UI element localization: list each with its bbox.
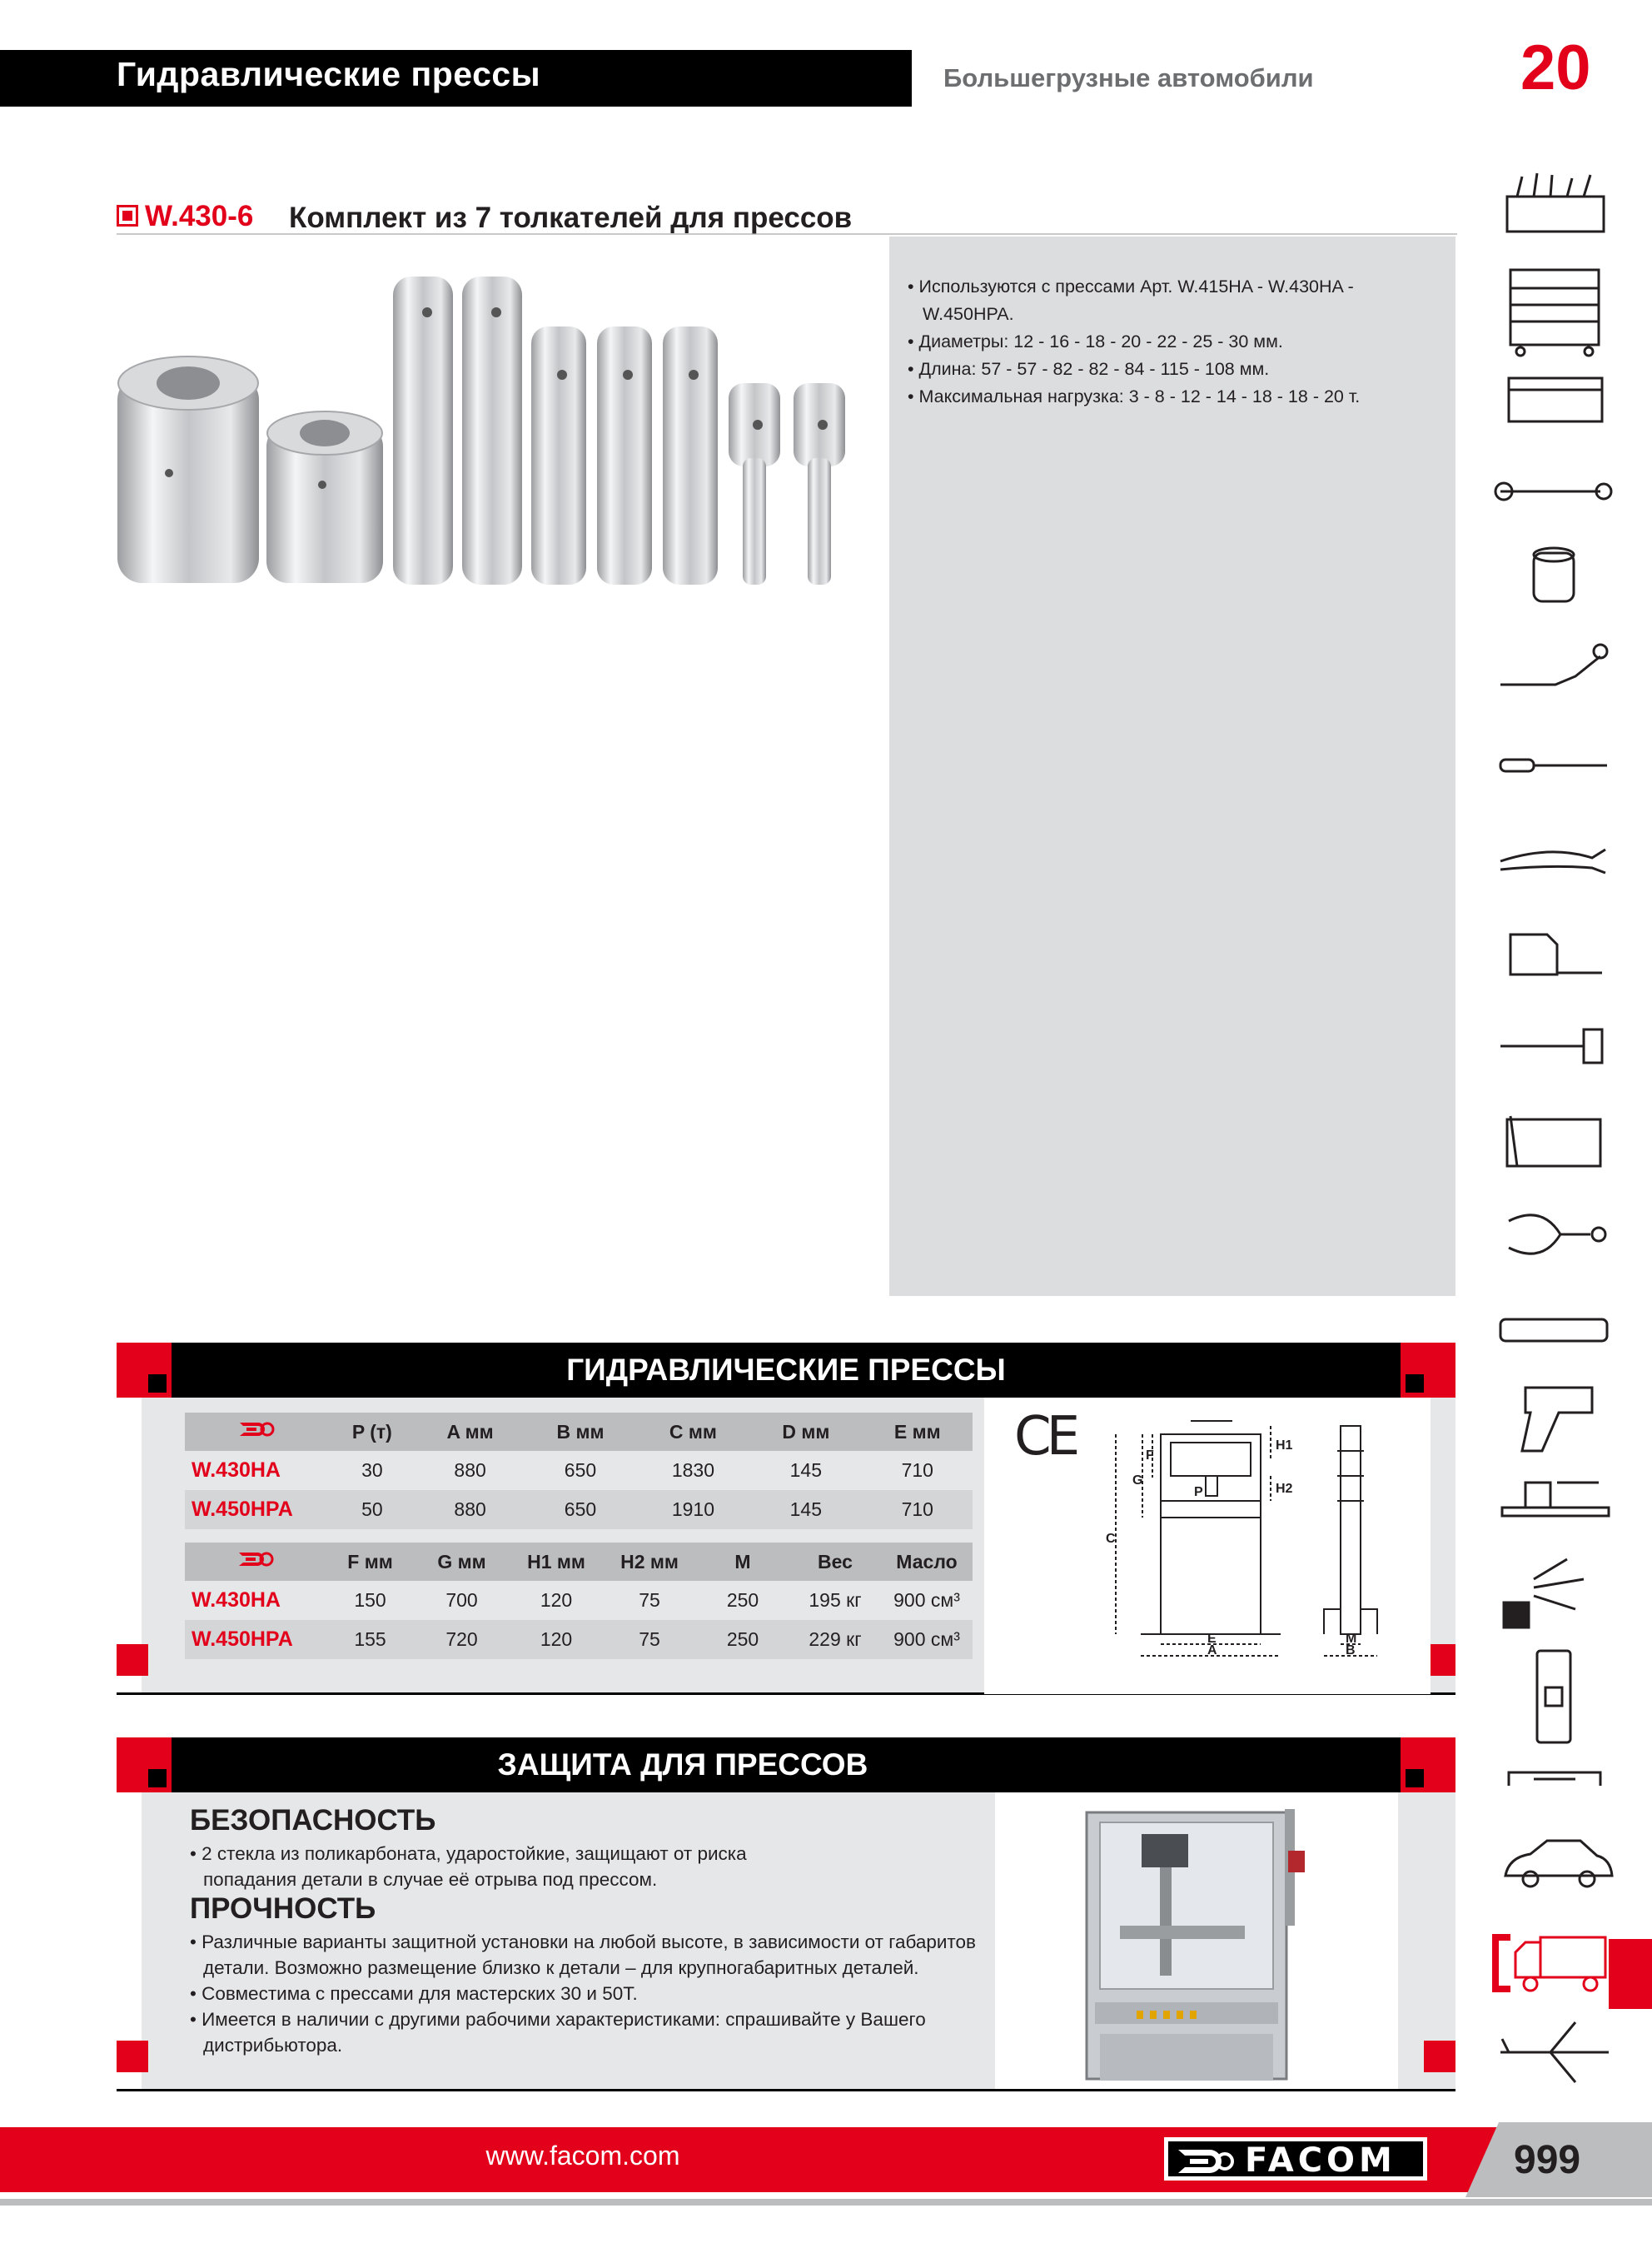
dim-label-h2: H2 (1276, 1482, 1293, 1496)
table-cell: 700 (414, 1581, 510, 1620)
table-cell: 900 см³ (881, 1581, 973, 1620)
impact-wrench-icon[interactable] (1522, 1388, 1592, 1451)
hammer-icon[interactable] (1500, 1029, 1602, 1063)
table-header: C мм (637, 1413, 749, 1451)
pusher-4 (597, 326, 652, 585)
table-header: H2 мм (603, 1543, 696, 1581)
facom-emblem-icon (1177, 2146, 1235, 2176)
pusher-3 (531, 326, 586, 585)
dim-label-h1: H1 (1276, 1438, 1293, 1453)
presses-section (117, 1343, 1455, 1697)
pusher-7 (794, 383, 845, 585)
table-cell: 1830 (637, 1451, 749, 1490)
press-guard-photo (995, 1792, 1398, 2089)
vise-icon[interactable] (1502, 1483, 1609, 1516)
pliers-icon[interactable] (1500, 850, 1605, 873)
safety-line: попадания детали в случае её отрыва под прессом. (203, 1869, 658, 1890)
protection-section (117, 1737, 1455, 2096)
table-cell: 880 (416, 1451, 524, 1490)
handle-icon[interactable] (1509, 1772, 1600, 1786)
protection-title: ЗАЩИТА ДЛЯ ПРЕССОВ (497, 1747, 868, 1782)
page-number: 999 (1514, 2138, 1581, 2182)
table-header: M (696, 1543, 789, 1581)
model-cell: W.450HPA (185, 1490, 328, 1529)
table-header: Вес (789, 1543, 881, 1581)
model-cell: W.430HA (185, 1581, 326, 1620)
press-guard-image (995, 1792, 1398, 2089)
press-dimension-diagram (1091, 1409, 1424, 1689)
pusher-set-image (112, 267, 878, 600)
table-cell: 50 (328, 1490, 416, 1529)
safety-heading: БЕЗОПАСНОСТЬ (190, 1804, 436, 1837)
toolbox-icon[interactable] (1507, 173, 1604, 232)
facom-logo (1164, 2137, 1427, 2181)
presses-title: ГИДРАВЛИЧЕСКИЕ ПРЕССЫ (566, 1353, 1006, 1387)
strength-line: • Имеется в наличии с другими рабочими характеристиками: спрашивайте у Вашего (190, 2009, 926, 2030)
table-header: B мм (524, 1413, 636, 1451)
dim-label-g: G (1132, 1473, 1143, 1488)
hacksaw-icon[interactable] (1507, 1116, 1600, 1166)
table-row (185, 1451, 973, 1490)
corner-red (117, 2041, 148, 2072)
ratchet-icon[interactable] (1500, 645, 1607, 685)
product-heading (117, 200, 1457, 235)
product-name: Комплект из 7 толкателей для прессов (289, 202, 853, 234)
table-cell: 650 (524, 1451, 636, 1490)
active-tab-marker (1609, 1939, 1652, 2009)
table-cell: 720 (414, 1620, 510, 1659)
chapter-number: 20 (1520, 32, 1591, 103)
table-cell: 30 (328, 1451, 416, 1490)
car-icon[interactable] (1505, 1841, 1612, 1887)
corner-red (117, 1644, 148, 1676)
dim-label-f: F (1146, 1448, 1154, 1463)
tool-drawer-icon[interactable] (1509, 378, 1602, 421)
table-cell: 650 (524, 1490, 636, 1529)
model-cell: W.450HPA (185, 1620, 326, 1659)
active-tab-bracket (1492, 1934, 1510, 1992)
facom-brand: FACOM (1245, 2141, 1396, 2180)
socket-icon[interactable] (1534, 548, 1574, 601)
table-header: A мм (416, 1413, 524, 1451)
corner-red (1424, 2041, 1455, 2072)
bullet-item: • Используются с прессами Арт. W.415HA - W.430HA - W.450HPA. (908, 273, 1441, 328)
page-title: Гидравлические прессы (117, 55, 541, 93)
table-header: Масло (881, 1543, 973, 1581)
table-header: P (т) (328, 1413, 416, 1451)
table-header: F мм (326, 1543, 414, 1581)
page-subtitle: Большегрузные автомобили (943, 63, 1314, 92)
safety-line: • 2 стекла из поликарбоната, ударостойкие, защищают от риска (190, 1843, 747, 1864)
table-cell: 145 (749, 1490, 862, 1529)
product-bullets (908, 273, 1441, 411)
table-row (185, 1581, 973, 1620)
footer-url[interactable]: www.facom.com (485, 2141, 680, 2171)
table-cell: 229 кг (789, 1620, 881, 1659)
table-cell: 195 кг (789, 1581, 881, 1620)
bullet-item: • Диаметры: 12 - 16 - 18 - 20 - 22 - 25 - 30 мм. (908, 328, 1441, 356)
dim-label-b: B (1346, 1643, 1356, 1657)
pusher-2 (462, 277, 522, 585)
table-cell: 710 (863, 1451, 973, 1490)
table-header: G мм (414, 1543, 510, 1581)
table-cell: 120 (510, 1581, 603, 1620)
pusher-1 (393, 277, 453, 585)
table-header: E мм (863, 1413, 973, 1451)
table-cell: 250 (696, 1581, 789, 1620)
dim-label-p: P (1194, 1485, 1203, 1499)
table-cell: 155 (326, 1620, 414, 1659)
table-cell: 900 см³ (881, 1620, 973, 1659)
strength-line: детали. Возможно размещение близко к детали – для крупногабаритных деталей. (203, 1957, 919, 1978)
facom-logo-icon (185, 1543, 326, 1581)
table-row (185, 1620, 973, 1659)
table-row (185, 1490, 973, 1529)
table-cell: 150 (326, 1581, 414, 1620)
table-cell: 145 (749, 1451, 862, 1490)
dim-label-m: M (1346, 1632, 1357, 1646)
ce-mark: CE (1014, 1406, 1076, 1468)
table-cell: 75 (603, 1620, 696, 1659)
dim-label-a: A (1207, 1643, 1217, 1657)
tape-measure-icon[interactable] (1510, 935, 1602, 974)
strength-line: • Различные варианты защитной установки на любой высоте, в зависимости от габаритов (190, 1931, 976, 1952)
table-cell: 880 (416, 1490, 524, 1529)
table-cell: 1910 (637, 1490, 749, 1529)
airplane-icon[interactable] (1500, 2022, 1609, 2082)
strength-heading: ПРОЧНОСТЬ (190, 1892, 376, 1925)
facom-mini-icon (238, 1420, 275, 1438)
product-code: W.430-6 (145, 200, 254, 232)
press-dimensions-table-2 (185, 1543, 973, 1659)
tester-icon[interactable] (1500, 1319, 1607, 1341)
footer-rule (0, 2199, 1652, 2206)
strength-line: • Совместима с прессами для мастерских 30 и 50Т. (190, 1983, 638, 2004)
dim-label-c: C (1106, 1532, 1116, 1546)
section-rule (117, 2089, 1455, 2091)
table-cell: 75 (603, 1581, 696, 1620)
puller-icon[interactable] (1509, 1215, 1605, 1254)
corner-square (148, 1657, 160, 1669)
screwdriver-icon[interactable] (1500, 760, 1607, 771)
tool-cabinet-icon[interactable] (1510, 270, 1599, 356)
small-sleeve (266, 411, 383, 583)
strength-text (190, 1929, 976, 2058)
press-dimensions-table-1 (185, 1413, 973, 1529)
safety-text (190, 1841, 747, 1892)
table-cell: 120 (510, 1620, 603, 1659)
pusher-6 (729, 383, 780, 585)
circuit-breaker-icon[interactable] (1537, 1651, 1570, 1742)
table-header: D мм (749, 1413, 862, 1451)
corner-square (1406, 1769, 1424, 1787)
facom-logo-bg (1168, 2141, 1423, 2180)
facom-mini-icon (237, 1550, 274, 1568)
strength-line: дистрибьютора. (203, 2035, 343, 2056)
category-tabs (1492, 163, 1625, 2112)
wrench-icon[interactable] (1495, 483, 1611, 500)
model-cell: W.430HA (185, 1451, 328, 1490)
bullet-item: • Длина: 57 - 57 - 82 - 82 - 84 - 115 - 108 мм. (908, 356, 1441, 383)
safety-icon[interactable] (1504, 1559, 1584, 1627)
pusher-5 (663, 326, 718, 585)
product-marker-icon (117, 205, 138, 227)
bullet-item: • Максимальная нагрузка: 3 - 8 - 12 - 14 - 18 - 18 - 20 т. (908, 383, 1441, 411)
truck-icon[interactable] (1515, 1937, 1605, 1991)
table-header: H1 мм (510, 1543, 603, 1581)
table-cell: 710 (863, 1490, 973, 1529)
table-cell: 250 (696, 1620, 789, 1659)
large-sleeve (117, 356, 259, 583)
facom-logo-icon (185, 1413, 328, 1451)
dim-label-e: E (1207, 1632, 1217, 1646)
